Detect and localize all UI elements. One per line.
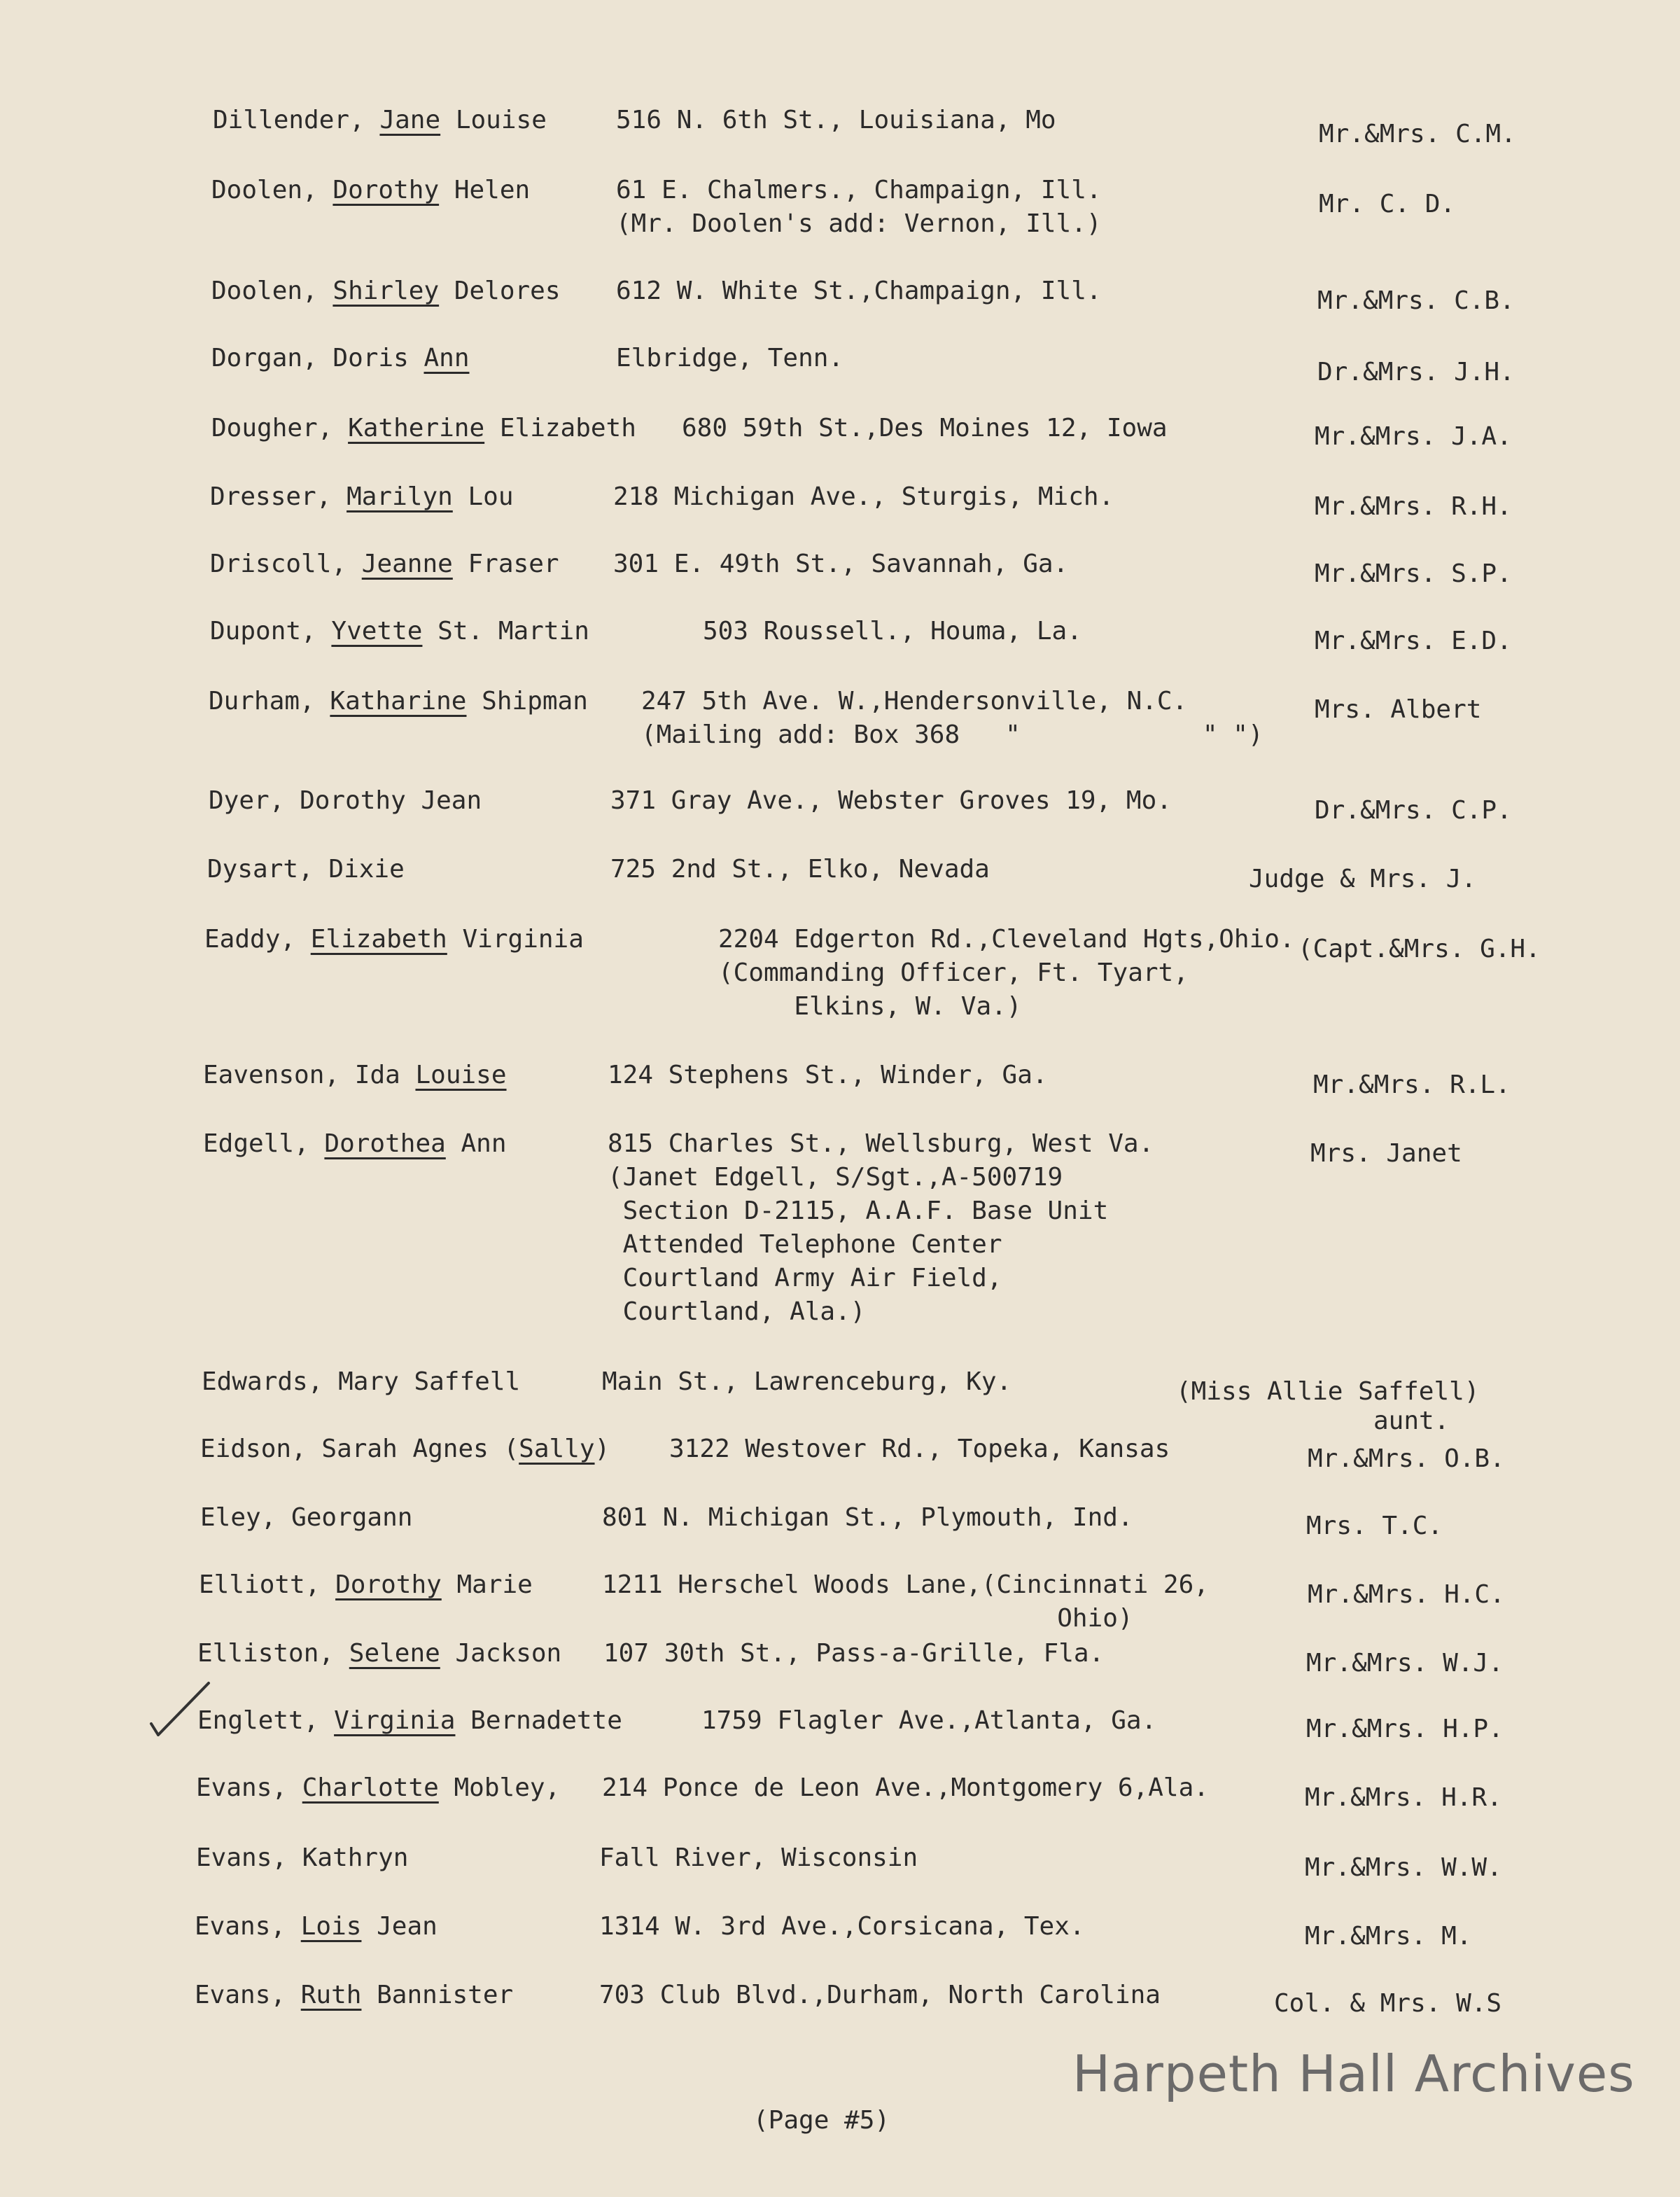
address-line: Section D-2115, A.A.F. Base Unit — [608, 1197, 1109, 1225]
parent-name: Mrs. Albert — [1315, 695, 1482, 724]
address-line: Courtland Army Air Field, — [608, 1264, 1002, 1292]
student-name — [196, 1771, 560, 1805]
middle-name: Dixie — [328, 855, 405, 884]
student-name — [197, 1704, 622, 1738]
address-line: Main St., Lawrenceburg, Ky. — [602, 1367, 1012, 1396]
address-line: 218 Michigan Ave., Sturgis, Mich. — [613, 482, 1114, 511]
address — [641, 685, 1264, 752]
parent-name: Mr.&Mrs. W.J. — [1306, 1649, 1504, 1678]
middle-name: Mary Saffell — [338, 1367, 521, 1396]
address — [602, 1568, 1209, 1635]
student-name — [195, 1979, 513, 2012]
nickname-underlined: Jane — [379, 106, 441, 134]
address — [616, 274, 1102, 308]
middle-name: Delores — [454, 277, 561, 305]
nickname-underlined: Ruth — [300, 1981, 362, 2009]
address-line: 301 E. 49th St., Savannah, Ga. — [613, 550, 1069, 578]
address-line: 1314 W. 3rd Ave.,Corsicana, Tex. — [599, 1912, 1085, 1941]
address-line: 124 Stephens St., Winder, Ga. — [608, 1061, 1048, 1089]
student-name — [199, 1568, 533, 1602]
student-name — [202, 1365, 520, 1399]
address-line: Elkins, W. Va.) — [718, 992, 1022, 1021]
middle-name: Marie — [456, 1570, 533, 1599]
nickname-underlined: Shirley — [332, 277, 440, 305]
nickname-underlined: Katherine — [348, 414, 485, 442]
middle-name: St. Martin — [438, 617, 589, 646]
middle-name: Kathryn — [302, 1843, 409, 1872]
middle-name: Fraser — [468, 550, 559, 578]
student-name — [200, 1432, 610, 1466]
parent-name: Mr.&Mrs. R.L. — [1313, 1070, 1511, 1099]
parent-name: Mr.&Mrs. W.W. — [1305, 1853, 1502, 1882]
nickname-underlined: Marilyn — [346, 482, 453, 511]
address — [608, 1059, 1048, 1092]
parent-name: Mr.&Mrs. O.B. — [1308, 1444, 1505, 1473]
parent-name: Judge & Mrs. J. — [1249, 865, 1477, 893]
address — [602, 1365, 1011, 1399]
address — [701, 1704, 1156, 1738]
student-name — [204, 923, 584, 956]
nickname-underlined: Katharine — [330, 687, 467, 716]
address — [613, 547, 1068, 581]
address — [608, 1127, 1154, 1329]
surname: Eidson, — [200, 1435, 307, 1463]
address-line: (Mr. Doolen's add: Vernon, Ill.) — [616, 209, 1102, 238]
middle-name: Georgann — [291, 1503, 413, 1532]
address-line: Ohio) — [602, 1604, 1133, 1633]
address-line: 3122 Westover Rd., Topeka, Kansas — [669, 1435, 1170, 1463]
student-name — [196, 1841, 408, 1875]
surname: Driscoll, — [210, 550, 347, 578]
parent-name: Mr.&Mrs. H.R. — [1305, 1783, 1502, 1812]
checkmark-icon — [148, 1680, 211, 1736]
student-name — [211, 412, 636, 445]
address-line: 247 5th Ave. W.,Hendersonville, N.C. — [641, 687, 1188, 716]
address — [682, 412, 1168, 445]
address — [603, 1637, 1104, 1671]
parent-name: Col. & Mrs. W.S — [1274, 1989, 1502, 2018]
surname: Elliott, — [199, 1570, 321, 1599]
nickname-underlined: Dorothy — [335, 1570, 442, 1599]
surname: Eavenson, — [203, 1061, 340, 1089]
address-line: (Mailing add: Box 368 " " ") — [641, 720, 1264, 749]
surname: Englett, — [197, 1706, 319, 1735]
middle-name: Ann — [461, 1129, 507, 1158]
surname: Eaddy, — [204, 925, 296, 954]
middle-name: ) — [594, 1435, 610, 1463]
parent-name: Mrs. T.C. — [1306, 1512, 1443, 1540]
address — [599, 1841, 918, 1875]
address — [616, 174, 1102, 241]
middle-name: Mobley, — [454, 1773, 561, 1802]
middle-name: Bannister — [377, 1981, 514, 2009]
middle-name: Shipman — [482, 687, 588, 716]
address — [703, 615, 1082, 648]
nickname-underlined: Jeanne — [361, 550, 453, 578]
nickname-underlined: Ann — [424, 344, 470, 372]
student-name — [211, 274, 561, 308]
parent-name: Dr.&Mrs. J.H. — [1317, 358, 1515, 386]
parent-name: Mr.&Mrs. S.P. — [1315, 559, 1512, 588]
student-name — [195, 1910, 438, 1944]
student-name — [203, 1127, 507, 1161]
student-name — [210, 480, 514, 514]
address-line: Courtland, Ala.) — [608, 1297, 866, 1326]
address-line: 815 Charles St., Wellsburg, West Va. — [608, 1129, 1154, 1158]
parent-name: Mr. C. D. — [1319, 190, 1456, 218]
address-line: Fall River, Wisconsin — [599, 1843, 918, 1872]
address-line: 1759 Flagler Ave.,Atlanta, Ga. — [701, 1706, 1157, 1735]
middle-name: Elizabeth — [499, 414, 636, 442]
nickname-underlined: Lois — [300, 1912, 362, 1941]
student-name — [203, 1059, 507, 1092]
address — [718, 923, 1295, 1024]
parent-name: Mr.&Mrs. J.A. — [1315, 422, 1512, 451]
student-name — [197, 1637, 561, 1671]
parent-name: Mrs. Janet — [1310, 1139, 1462, 1168]
student-name — [209, 685, 588, 718]
parent-name: Mr.&Mrs. C.M. — [1319, 120, 1516, 148]
nickname-underlined: Selene — [349, 1639, 440, 1668]
surname: Elliston, — [197, 1639, 335, 1668]
address-line: 503 Roussell., Houma, La. — [703, 617, 1082, 646]
surname: Dupont, — [210, 617, 316, 646]
surname: Dillender, — [213, 106, 365, 134]
address-line: 107 30th St., Pass-a-Grille, Fla. — [603, 1639, 1105, 1668]
address-line: 703 Club Blvd.,Durham, North Carolina — [599, 1981, 1161, 2009]
nickname-underlined: Charlotte — [302, 1773, 439, 1802]
middle-name: Virginia — [462, 925, 584, 954]
address — [616, 342, 844, 375]
student-name — [209, 784, 482, 818]
surname: Evans, — [195, 1981, 286, 2009]
surname: Dresser, — [210, 482, 332, 511]
address-line: 2204 Edgerton Rd.,Cleveland Hgts,Ohio. — [718, 925, 1295, 954]
address-line: 214 Ponce de Leon Ave.,Montgomery 6,Ala. — [602, 1773, 1209, 1802]
surname: Doolen, — [211, 277, 318, 305]
nickname-underlined: Sally — [519, 1435, 595, 1463]
address — [602, 1501, 1133, 1535]
surname: Edwards, — [202, 1367, 323, 1396]
address-line: 61 E. Chalmers., Champaign, Ill. — [616, 176, 1102, 204]
middle-name: Jackson — [455, 1639, 562, 1668]
address-line: 1211 Herschel Woods Lane,(Cincinnati 26, — [602, 1570, 1209, 1599]
address — [599, 1979, 1161, 2012]
parent-name: Mr.&Mrs. E.D. — [1315, 627, 1512, 655]
nickname-underlined: Dorothea — [324, 1129, 446, 1158]
parent-name: Mr.&Mrs. H.P. — [1306, 1715, 1504, 1743]
address — [602, 1771, 1209, 1805]
address-line: (Janet Edgell, S/Sgt.,A-500719 — [608, 1163, 1063, 1192]
student-name — [211, 174, 530, 207]
address-line: 612 W. White St.,Champaign, Ill. — [616, 277, 1102, 305]
surname: Edgell, — [203, 1129, 309, 1158]
address-line: 801 N. Michigan St., Plymouth, Ind. — [602, 1503, 1133, 1532]
address — [610, 853, 990, 886]
address-line: 725 2nd St., Elko, Nevada — [610, 855, 990, 884]
surname: Dysart, — [207, 855, 314, 884]
surname: Evans, — [196, 1773, 288, 1802]
surname: Dorgan, — [211, 344, 318, 372]
archive-watermark: Harpeth Hall Archives — [1072, 2044, 1635, 2103]
parent-name: Mr.&Mrs. H.C. — [1308, 1580, 1505, 1609]
nickname-underlined: Yvette — [331, 617, 423, 646]
middle-name: Louise — [455, 106, 547, 134]
surname: Doolen, — [211, 176, 318, 204]
nickname-underlined: Virginia — [334, 1706, 456, 1735]
address-line: 680 59th St.,Des Moines 12, Iowa — [682, 414, 1168, 442]
middle-name: Helen — [454, 176, 531, 204]
middle-name: Dorothy Jean — [300, 786, 482, 815]
surname: Evans, — [196, 1843, 288, 1872]
address-line: 371 Gray Ave., Webster Groves 19, Mo. — [610, 786, 1172, 815]
address — [613, 480, 1114, 514]
middle-name: Jean — [377, 1912, 438, 1941]
nickname-underlined: Louise — [415, 1061, 507, 1089]
surname: Durham, — [209, 687, 315, 716]
given-name: Doris — [332, 344, 409, 372]
middle-name: Bernadette — [470, 1706, 622, 1735]
parent-name: Dr.&Mrs. C.P. — [1315, 796, 1512, 825]
address — [610, 784, 1172, 818]
student-name — [200, 1501, 412, 1535]
surname: Dougher, — [211, 414, 333, 442]
student-name — [211, 342, 470, 375]
middle-name: Lou — [468, 482, 514, 511]
address-line: 516 N. 6th St., Louisiana, Mo — [616, 106, 1056, 134]
given-name: Ida — [354, 1061, 400, 1089]
parent-name: (Miss Allie Saffell) — [1176, 1377, 1480, 1406]
surname: Evans, — [195, 1912, 286, 1941]
parent-relation: aunt. — [1373, 1407, 1450, 1435]
address-line: (Commanding Officer, Ft. Tyart, — [718, 958, 1189, 987]
student-name — [210, 547, 559, 581]
nickname-underlined: Dorothy — [332, 176, 440, 204]
address-line: Elbridge, Tenn. — [616, 344, 844, 372]
student-name — [210, 615, 589, 648]
address-line: Attended Telephone Center — [608, 1230, 1002, 1259]
nickname-underlined: Elizabeth — [310, 925, 447, 954]
surname: Dyer, — [209, 786, 285, 815]
parent-name: (Capt.&Mrs. G.H. — [1298, 935, 1541, 963]
parent-name: Mr.&Mrs. R.H. — [1315, 492, 1512, 521]
parent-name: Mr.&Mrs. M. — [1305, 1922, 1472, 1951]
surname: Eley, — [200, 1503, 276, 1532]
address — [599, 1910, 1085, 1944]
page-footer: (Page #5) — [753, 2106, 890, 2135]
parent-name: Mr.&Mrs. C.B. — [1317, 286, 1515, 315]
student-name — [207, 853, 405, 886]
student-name — [213, 104, 547, 137]
address — [616, 104, 1056, 137]
address — [669, 1432, 1170, 1466]
given-name: Sarah Agnes ( — [321, 1435, 519, 1463]
